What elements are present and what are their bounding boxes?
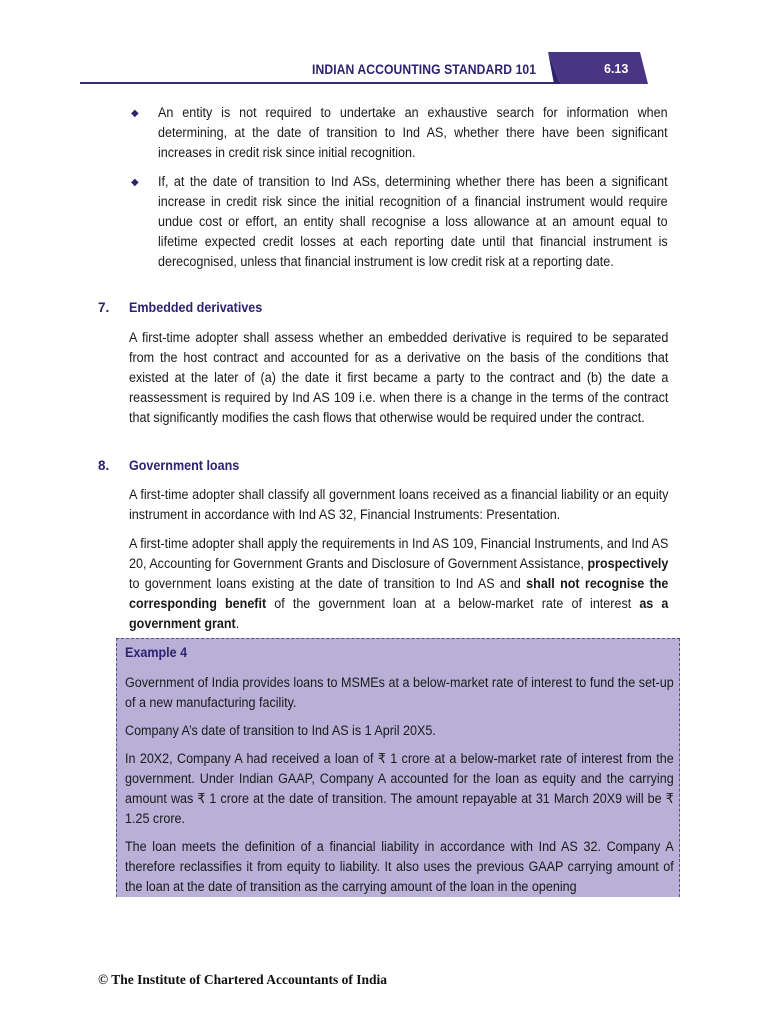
page-number-tab: [548, 52, 648, 84]
emphasis-text: shall not recognise the corresponding benefit: [129, 576, 669, 611]
section-paragraph: [129, 534, 668, 634]
section-heading: Embedded derivatives: [129, 300, 263, 315]
running-header-title: INDIAN ACCOUNTING STANDARD 101: [312, 62, 537, 77]
example-paragraph: In 20X2, Company A had received a loan of ₹ 1 crore at a below-market rate of interest from the government. Under Indian GAAP, Company A accounted for the loan as equity and the carrying amount was ₹ 1 crore at the date of transition. The amount repayable at 31 March 20X9 will be ₹ 1.25 crore.: [125, 751, 674, 826]
paragraph-segment: to government loans existing at the date of transition to Ind AS and: [129, 576, 521, 591]
page-tab-shape: [548, 52, 648, 84]
example-paragraph: Government of India provides loans to MSMEs at a below-market rate of interest to fund the set-up of a new manufacturing facility.: [125, 675, 674, 710]
bullet-text: An entity is not required to undertake an exhaustive search for information when determining, at the date of transition to Ind AS, whether there have been significant increases in credit risk since initial recognition.: [158, 105, 668, 160]
header-rule: [80, 82, 625, 84]
page-number: 6.13: [604, 62, 629, 76]
section-paragraph: A first-time adopter shall classify all government loans received as a financial liability or an equity instrument in accordance with Ind AS 32, Financial Instruments: Presentation.: [129, 487, 669, 522]
section-number: 8.: [98, 458, 110, 473]
emphasis-text: as a government grant: [129, 596, 669, 631]
section-number: 7.: [98, 300, 110, 315]
section-paragraph: A first-time adopter shall assess whether an embedded derivative is required to be separated from the host contract and accounted for as a derivative on the basis of the conditions that existed at the later of (a) the date it first became a party to the contract and (b) the date a reassessment is required by Ind AS 109 i.e. when there is a change in the terms of the contract that significantly modifies the cash flows that otherwise would be required under the contract.: [129, 330, 669, 425]
example-title: Example 4: [125, 645, 188, 660]
paragraph-segment: of the government loan at a below-market rate of interest: [274, 596, 632, 611]
bullet-text: If, at the date of transition to Ind ASs, determining whether there has been a significant increase in credit risk since the initial recognition of a financial instrument would require undue cost or effort, an entity shall recognise a loss allowance at an amount equal to lifetime expected credit losses at each reporting date until that financial instrument is derecognised, unless that financial instrument is low credit risk at a reporting date.: [158, 174, 668, 269]
bullet-diamond-icon: ◆: [131, 177, 139, 188]
example-paragraph: Company A’s date of transition to Ind AS is 1 April 20X5.: [125, 723, 436, 738]
example-paragraph: The loan meets the definition of a financial liability in accordance with Ind AS 32. Company A therefore reclassifies it from equity to liability. It also uses the previous GAAP carrying amount of the loan at the date of transition as the carrying amount of the loan in the opening: [125, 839, 674, 894]
footer-copyright: © The Institute of Chartered Accountants of India: [98, 972, 387, 987]
paragraph-segment: .: [235, 616, 240, 631]
example-box: [116, 638, 680, 897]
paragraph-segment: A first-time adopter shall apply the requirements in Ind AS 109, Financial Instruments, and Ind AS 20, Accounting for Government Grants and Disclosure of Government Assistance,: [129, 536, 669, 571]
bullet-diamond-icon: ◆: [131, 108, 139, 119]
emphasis-text: prospectively: [587, 556, 669, 571]
section-heading: Government loans: [129, 458, 240, 473]
